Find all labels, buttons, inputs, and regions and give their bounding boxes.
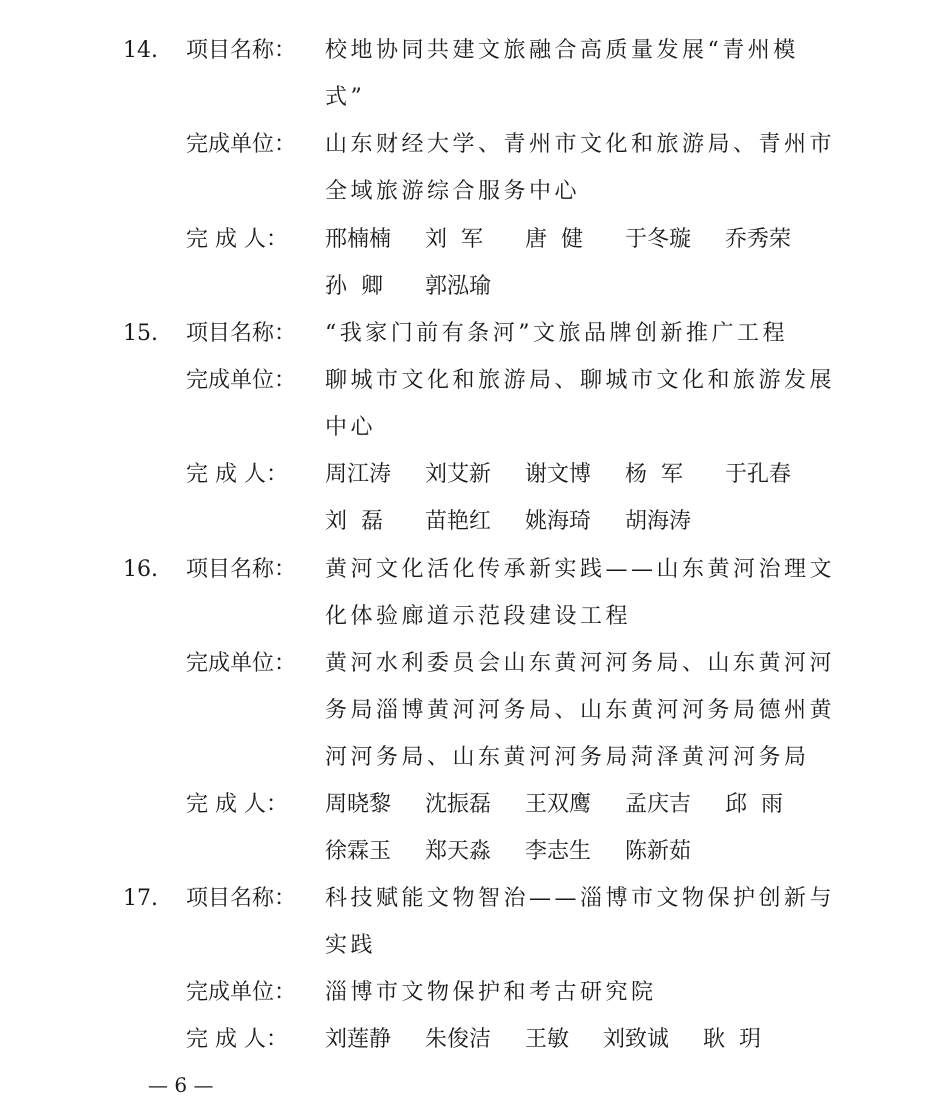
page-number: — 6 — bbox=[148, 1073, 214, 1097]
person-name: 谢文博 bbox=[525, 462, 592, 487]
person-name: 沈振磊 bbox=[425, 792, 492, 817]
unit-line: 黄河水利委员会山东黄河河务局、山东黄河河 bbox=[325, 651, 836, 676]
person-name: 王双鹰 bbox=[525, 792, 592, 817]
person-label: 完 成 人： bbox=[186, 227, 288, 252]
person-label: 完 成 人： bbox=[186, 1027, 288, 1052]
person-name: 陈新茹 bbox=[625, 839, 692, 864]
unit-line: 务局淄博黄河河务局、山东黄河河务局德州黄 bbox=[325, 698, 836, 723]
project-name-line: 实践 bbox=[325, 933, 377, 958]
person-name: 周江涛 bbox=[325, 462, 392, 487]
person-name: 耿 玥 bbox=[703, 1027, 761, 1052]
project-name-line: “我家门前有条河”文旅品牌创新推广工程 bbox=[325, 321, 788, 346]
unit-line: 山东财经大学、青州市文化和旅游局、青州市 bbox=[325, 132, 836, 157]
person-name: 胡海涛 bbox=[625, 509, 692, 534]
person-name: 苗艳红 bbox=[425, 509, 492, 534]
project-name-label: 项目名称： bbox=[186, 886, 297, 911]
project-name-label: 项目名称： bbox=[186, 557, 297, 582]
person-name: 郑天淼 bbox=[425, 839, 492, 864]
person-name: 李志生 bbox=[525, 839, 592, 864]
unit-label: 完成单位： bbox=[186, 651, 297, 676]
person-name: 刘 磊 bbox=[325, 509, 383, 534]
person-name: 周晓黎 bbox=[325, 792, 392, 817]
person-name: 唐 健 bbox=[525, 227, 583, 252]
person-name: 刘莲静 bbox=[325, 1027, 392, 1052]
entry-number: 14. bbox=[123, 38, 158, 63]
unit-line: 全域旅游综合服务中心 bbox=[325, 179, 581, 204]
project-name-line: 化体验廊道示范段建设工程 bbox=[325, 604, 632, 629]
person-name: 刘 军 bbox=[425, 227, 483, 252]
project-name-label: 项目名称： bbox=[186, 38, 297, 63]
entry-number: 16. bbox=[123, 557, 158, 582]
person-name: 乔秀荣 bbox=[725, 227, 792, 252]
unit-line: 中心 bbox=[325, 415, 377, 440]
person-name: 于孔春 bbox=[725, 462, 792, 487]
person-name: 徐霖玉 bbox=[325, 839, 392, 864]
project-name-line: 黄河文化活化传承新实践——山东黄河治理文 bbox=[325, 557, 836, 582]
person-label: 完 成 人： bbox=[186, 462, 288, 487]
person-name: 刘艾新 bbox=[425, 462, 492, 487]
unit-line: 淄博市文物保护和考古研究院 bbox=[325, 980, 657, 1005]
person-label: 完 成 人： bbox=[186, 792, 288, 817]
project-name-label: 项目名称： bbox=[186, 321, 297, 346]
entry-number: 15. bbox=[123, 321, 158, 346]
person-name: 孟庆吉 bbox=[625, 792, 692, 817]
entry-number: 17. bbox=[123, 886, 158, 911]
person-name: 王敏 bbox=[525, 1027, 570, 1052]
person-name: 孙 卿 bbox=[325, 274, 383, 299]
person-name: 邢楠楠 bbox=[325, 227, 392, 252]
project-name-line: 式” bbox=[325, 85, 366, 110]
unit-label: 完成单位： bbox=[186, 980, 297, 1005]
unit-line: 聊城市文化和旅游局、聊城市文化和旅游发展 bbox=[325, 368, 836, 393]
person-name: 郭泓瑜 bbox=[425, 274, 492, 299]
person-name: 杨 军 bbox=[625, 462, 683, 487]
person-name: 姚海琦 bbox=[525, 509, 592, 534]
person-name: 邱 雨 bbox=[725, 792, 783, 817]
project-name-line: 校地协同共建文旅融合高质量发展“青州模 bbox=[325, 38, 799, 63]
person-name: 于冬璇 bbox=[625, 227, 692, 252]
person-name: 朱俊洁 bbox=[425, 1027, 492, 1052]
project-name-line: 科技赋能文物智治——淄博市文物保护创新与 bbox=[325, 886, 836, 911]
unit-line: 河河务局、山东黄河河务局菏泽黄河河务局 bbox=[325, 745, 810, 770]
unit-label: 完成单位： bbox=[186, 368, 297, 393]
person-name: 刘致诚 bbox=[603, 1027, 670, 1052]
unit-label: 完成单位： bbox=[186, 132, 297, 157]
